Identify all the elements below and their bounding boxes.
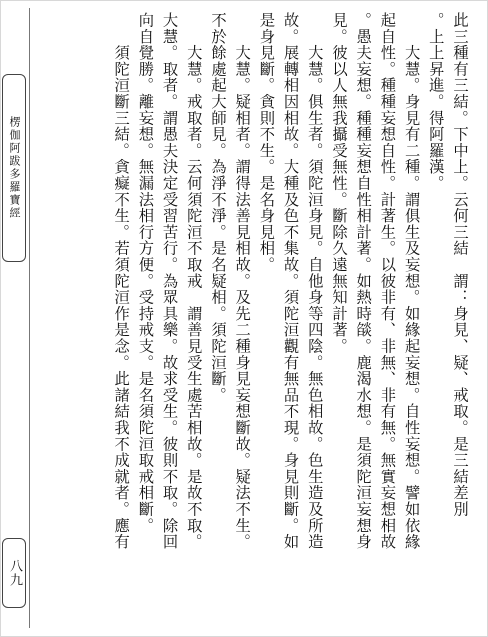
text-column: 大慧。疑相者。謂得法善見相故。及先二種身見妄想斷故。疑法不生。 — [233, 12, 252, 550]
text-column: 起自性。種種妄想自性。計著生。以彼非有、非無、非有無。無實妄想相故 — [378, 12, 397, 550]
margin-divider — [29, 8, 30, 628]
text-column: 。上上昇進。得阿羅漢。 — [426, 12, 445, 192]
text-column: 見。彼以人無我攝受無性。斷除久遠無知計著。 — [329, 12, 348, 355]
text-column: 故。展轉相因相故。大種及色不集故。須陀洹觀有無品不現。身見則斷。如 — [281, 12, 300, 550]
text-column: 大慧。俱生者。須陀洹身見。自他身等四陰。無色相故。色生造及所造 — [305, 12, 324, 550]
text-column: 大慧。身見有二種。謂俱生及妄想。如緣起妄想。自性妄想。譬如依緣 — [402, 12, 421, 550]
text-column: 此三種有三結。下中上。云何三結 謂：身見、疑、戒取。是三結差別 — [451, 12, 469, 518]
text-column: 大慧。取者。謂愚夫決定受習苦行。為眾具樂。故求受生。彼則不取。除回 — [160, 12, 179, 550]
text-column: 向自覺勝。離妄想。無漏法相行方便。受持戒支。是名須陀洹取戒相斷。 — [136, 12, 155, 534]
scripture-text — [40, 12, 472, 628]
text-column: 大慧。戒取者。云何須陀洹不取戒 謂善見受生處苦相故。是故不取。 — [184, 12, 203, 550]
page-number-tab: 八九 — [2, 538, 26, 608]
text-column: 不於餘處起大師見。為淨不淨。是名疑相。須陀洹斷。 — [208, 12, 227, 404]
text-column: 是身見斷。貪則不生。是名身見相。 — [257, 12, 276, 273]
book-title-tab: 楞伽阿跋多羅寶經 — [2, 74, 26, 262]
text-column: 。愚夫妄想。種種妄想自性相計著。如熱時燄。鹿渴水想。是須陀洹妄想身 — [354, 12, 373, 550]
text-column: 須陀洹斷三結。貪癡不生。若須陀洹作是念。此諸結我不成就者。應有 — [112, 12, 131, 550]
